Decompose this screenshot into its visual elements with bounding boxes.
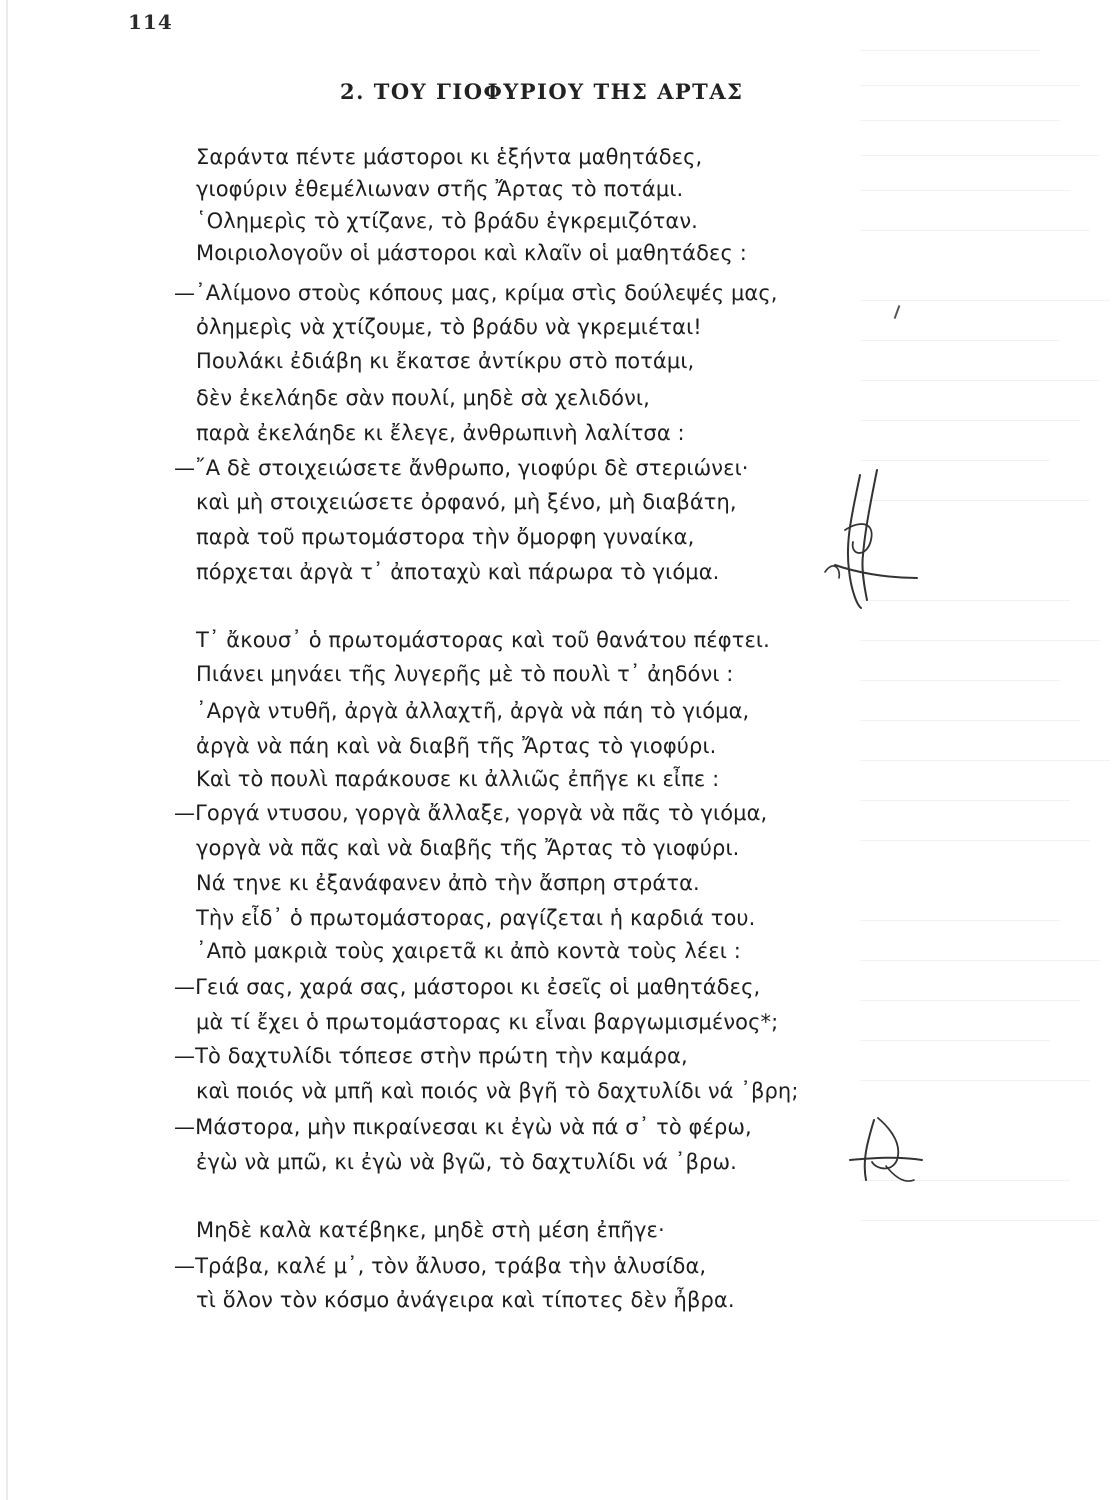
poem-title: 2. ΤΟΥ ΓΙΟΦΥΡΙΟΥ ΤΗΣ ΑΡΤΑΣ — [340, 79, 744, 104]
poem-line: ἐγὼ νὰ μπῶ, κι ἐγὼ νὰ βγῶ, τὸ δαχτυλίδι νά ᾿βρω. — [196, 1150, 737, 1174]
handwritten-initials-icon — [842, 1110, 927, 1195]
poem-line: —Μάστορα, μὴν πικραίνεσαι κι ἐγὼ νὰ πά σ᾿ τὸ φέρω, — [174, 1115, 752, 1139]
poem-line: ὀλημερὶς νὰ χτίζουμε, τὸ βράδυ νὰ γκρεμιέται! — [196, 315, 702, 339]
poem-line: τὶ ὅλον τὸν κόσμο ἀνάγειρα καὶ τίποτες δὲν ἦβρα. — [196, 1288, 735, 1312]
bleed-through-texture — [860, 40, 1119, 1300]
poem-line: Τ᾿ ἄκουσ᾿ ὁ πρωτομάστορας καὶ τοῦ θανάτου πέφτει. — [196, 628, 770, 652]
poem-line: καὶ μὴ στοιχειώσετε ὀρφανό, μὴ ξένο, μὴ διαβάτη, — [196, 490, 737, 514]
page-number: 114 — [128, 10, 173, 34]
poem-line: μὰ τί ἔχει ὁ πρωτομάστορας κι εἶναι βαργωμισμένος*; — [196, 1010, 779, 1034]
poem-line: —῎Α δὲ στοιχειώσετε ἄνθρωπο, γιοφύρι δὲ στεριώνει· — [174, 456, 749, 480]
poem-line: —Γειά σας, χαρά σας, μάστοροι κι ἐσεῖς οἱ μαθητάδες, — [174, 975, 761, 999]
poem-line: καὶ ποιός νὰ μπῆ καὶ ποιός νὰ βγῆ τὸ δαχτυλίδι νά ᾿βρη; — [196, 1079, 799, 1103]
poem-line: —᾿Αλίμονο στοὺς κόπους μας, κρίμα στὶς δούλεψές μας, — [174, 281, 778, 305]
poem-line: πόρχεται ἀργὰ τ᾿ ἀποταχὺ καὶ πάρωρα τὸ γιόμα. — [196, 560, 720, 584]
poem-line: —Τὸ δαχτυλίδι τόπεσε στὴν πρώτη τὴν καμάρα, — [174, 1044, 688, 1068]
poem-line: Πιάνει μηνάει τῆς λυγερῆς μὲ τὸ πουλὶ τ᾿ ἀηδόνι : — [196, 662, 734, 686]
poem-line: παρὰ τοῦ πρωτομάστορα τὴν ὄμορφη γυναίκα, — [196, 525, 695, 549]
poem-line: δὲν ἐκελάηδε σὰν πουλί, μηδὲ σὰ χελιδόνι, — [196, 386, 650, 410]
poem-line: Νά τηνε κι ἐξανάφανεν ἀπὸ τὴν ἄσπρη στράτα. — [196, 871, 700, 895]
poem-line: παρὰ ἐκελάηδε κι ἔλεγε, ἀνθρωπινὴ λαλίτσα : — [196, 421, 685, 445]
poem-line: Πουλάκι ἐδιάβη κι ἔκατσε ἀντίκρυ στὸ ποτάμι, — [196, 349, 695, 373]
poem-line: —Τράβα, καλέ μ᾿, τὸν ἄλυσο, τράβα τὴν ἁλυσίδα, — [174, 1254, 707, 1278]
poem-line: ἀργὰ νὰ πάη καὶ νὰ διαβῆ τῆς Ἄρτας τὸ γιοφύρι. — [196, 734, 717, 758]
poem-line: ῾Ολημερὶς τὸ χτίζανε, τὸ βράδυ ἐγκρεμιζόταν. — [196, 209, 698, 233]
poem-line: ᾿Αργὰ ντυθῆ, ἀργὰ ἀλλαχτῆ, ἀργὰ νὰ πάη τὸ γιόμα, — [196, 699, 750, 723]
stray-pen-mark — [894, 305, 901, 319]
poem-line: ᾿Απὸ μακριὰ τοὺς χαιρετᾶ κι ἀπὸ κοντὰ τοὺς λέει : — [196, 939, 741, 963]
poem-line: γοργὰ νὰ πᾶς καὶ νὰ διαβῆς τῆς Ἄρτας τὸ γιοφύρι. — [196, 836, 740, 860]
page-edge-shadow — [6, 0, 8, 1500]
poem-line: Μοιριολογοῦν οἱ μάστοροι καὶ κλαῖν οἱ μαθητάδες : — [196, 241, 747, 265]
poem-line: —Γοργά ντυσου, γοργὰ ἄλλαξε, γοργὰ νὰ πᾶς τὸ γιόμα, — [174, 801, 768, 825]
poem-line: Σαράντα πέντε μάστοροι κι ἑξήντα μαθητάδες, — [196, 145, 703, 169]
poem-line: Τὴν εἶδ᾿ ὁ πρωτομάστορας, ραγίζεται ἡ καρδιά του. — [196, 906, 756, 930]
handwritten-signature-icon — [805, 460, 925, 620]
poem-line: γιοφύριν ἐθεμέλιωναν στῆς Ἄρτας τὸ ποτάμι. — [196, 177, 684, 201]
poem-line: Καὶ τὸ πουλὶ παράκουσε κι ἀλλιῶς ἐπῆγε κι εἶπε : — [196, 767, 720, 791]
poem-line: Μηδὲ καλὰ κατέβηκε, μηδὲ στὴ μέση ἐπῆγε· — [196, 1218, 665, 1242]
